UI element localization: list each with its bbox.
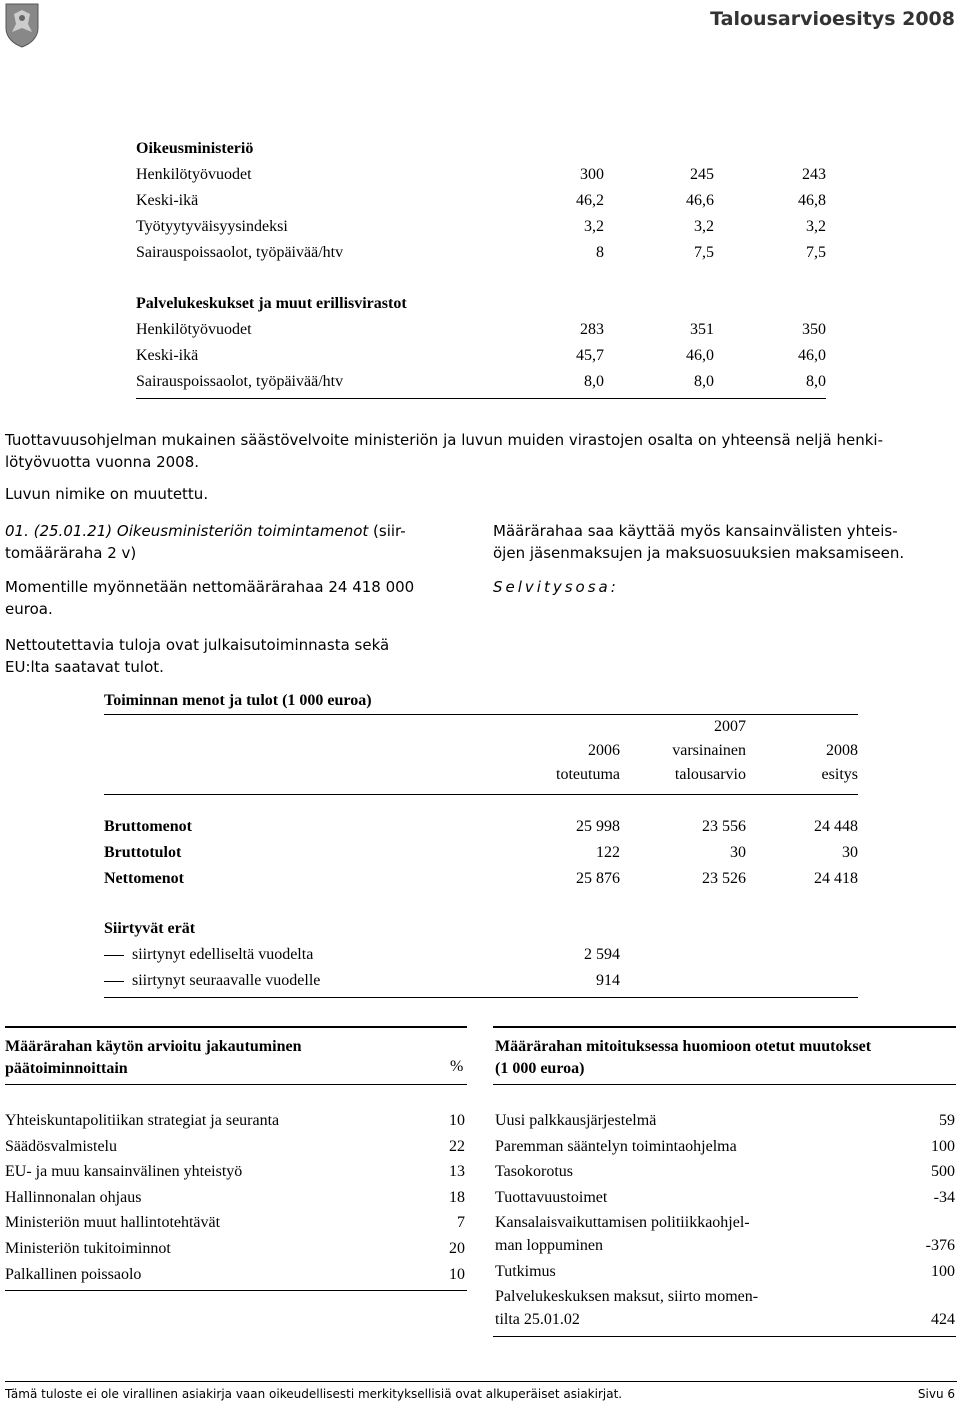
net-income-paragraph: Nettoutettavia tuloja ovat julkaisutoiminnasta sekä EU:lta saatavat tulot.: [5, 636, 390, 676]
table-row: Keski-ikä 45,7 46,0 46,0: [136, 347, 826, 364]
table-row: Sairauspoissaolot, työpäivää/htv 8,0 8,0 8,0: [136, 373, 826, 390]
table-row: Palvelukeskuksen maksut, siirto momen-: [495, 1288, 759, 1305]
table-row: Bruttotulot 122 30 30: [104, 844, 858, 861]
table-row: Kansalaisvaikuttamisen politiikkaohjel-: [495, 1214, 750, 1231]
distribution-unit: %: [450, 1058, 464, 1075]
table-row: Henkilötyövuodet 283 351 350: [136, 321, 826, 338]
table-row: Henkilötyövuodet 300 245 243: [136, 166, 826, 183]
table-row: Keski-ikä 46,2 46,6 46,8: [136, 192, 826, 209]
table-row: Tuottavuustoimet -34: [495, 1189, 955, 1206]
page-number: Sivu 6: [917, 1387, 955, 1401]
document-title: Talousarvioesitys 2008: [710, 8, 955, 30]
table-rule: [104, 794, 858, 795]
table-row: EU- ja muu kansainvälinen yhteistyö 13: [5, 1163, 465, 1180]
productivity-paragraph: Tuottavuusohjelman mukainen säästövelvoite ministeriön ja luvun muiden virastojen osalta on yhteensä neljä henki- lötyövuotta vuonna 2008.: [5, 431, 883, 471]
table-row: man loppuminen -376: [495, 1237, 955, 1254]
table-rule: [493, 1084, 956, 1085]
finnish-coat-of-arms-logo: [2, 2, 42, 48]
palvelu-heading: Palvelukeskukset ja muut erillisvirastot: [136, 295, 407, 312]
table-row: Nettomenot 25 876 23 526 24 418: [104, 870, 858, 887]
table-rule: [104, 714, 858, 715]
chapter-renamed-text: Luvun nimike on muutettu.: [5, 485, 209, 503]
distribution-heading: Määrärahan käytön arvioitu jakautuminen päätoiminnoittain: [5, 1038, 302, 1077]
table-row: Tasokorotus 500: [495, 1163, 955, 1180]
table-row: siirtynyt edelliseltä vuodelta 2 594: [104, 946, 858, 966]
table-rule: [493, 1336, 956, 1337]
table-row: Työtyytyväisyysindeksi 3,2 3,2 3,2: [136, 218, 826, 235]
transfer-heading: Siirtyvät erät: [104, 920, 196, 937]
table-rule: [5, 1026, 467, 1028]
changes-heading: Määrärahan mitoituksessa huomioon otetut muutokset (1 000 euroa): [495, 1038, 872, 1077]
appropriation-paragraph: Momentille myönnetään nettomäärärahaa 24 418 000 euroa.: [5, 578, 415, 618]
explanation-heading: Selvitysosa:: [493, 578, 619, 596]
table-row: Yhteiskuntapolitiikan strategiat ja seuranta 10: [5, 1112, 465, 1129]
table-row: Bruttomenot 25 998 23 556 24 448: [104, 818, 858, 835]
footer-rule: [5, 1381, 957, 1382]
table-row: Sairauspoissaolot, työpäivää/htv 8 7,5 7,5: [136, 244, 826, 261]
table-row: Säädösvalmistelu 22: [5, 1138, 465, 1155]
table-header-row: 2006 varsinainen 2008: [588, 742, 858, 759]
table-rule: [493, 1026, 956, 1028]
table-row: Hallinnonalan ohjaus 18: [5, 1189, 465, 1206]
international-paragraph: Määrärahaa saa käyttää myös kansainvälisten yhteis- öjen jäsenmaksujen ja maksuosuuksien maksamiseen.: [493, 522, 905, 562]
table-rule: [5, 1084, 467, 1085]
footer-disclaimer: Tämä tuloste ei ole virallinen asiakirja vaan oikeudellisesti merkityksellisiä ovat alkuperäiset asiakirjat.: [5, 1387, 623, 1401]
table-row: Paremman sääntelyn toimintaohjelma 100: [495, 1138, 955, 1155]
table-row: Tutkimus 100: [495, 1263, 955, 1280]
oikeus-heading: Oikeusministeriö: [136, 140, 254, 157]
moment-title-italic: 01. (25.01.21) Oikeusministeriön toimintamenot: [5, 522, 369, 540]
table-row: Uusi palkkausjärjestelmä 59: [495, 1112, 955, 1129]
table-rule: [5, 1290, 467, 1291]
table-row: Ministeriön muut hallintotehtävät 7: [5, 1214, 465, 1231]
main-table-title: Toiminnan menot ja tulot (1 000 euroa): [104, 692, 372, 709]
table-header-row: 2007: [714, 718, 746, 735]
table-header-row: toteutuma talousarvio esitys: [556, 766, 858, 783]
moment-title: 01. (25.01.21) Oikeusministeriön toimintamenot (siir- tomääräraha 2 v): [5, 522, 406, 562]
table-row: tilta 25.01.02 424: [495, 1311, 955, 1328]
table-row: Ministeriön tukitoiminnot 20: [5, 1240, 465, 1257]
table-rule: [136, 398, 826, 399]
table-rule: [104, 997, 858, 998]
table-row: siirtynyt seuraavalle vuodelle 914: [104, 972, 858, 992]
table-row: Palkallinen poissaolo 10: [5, 1266, 465, 1283]
